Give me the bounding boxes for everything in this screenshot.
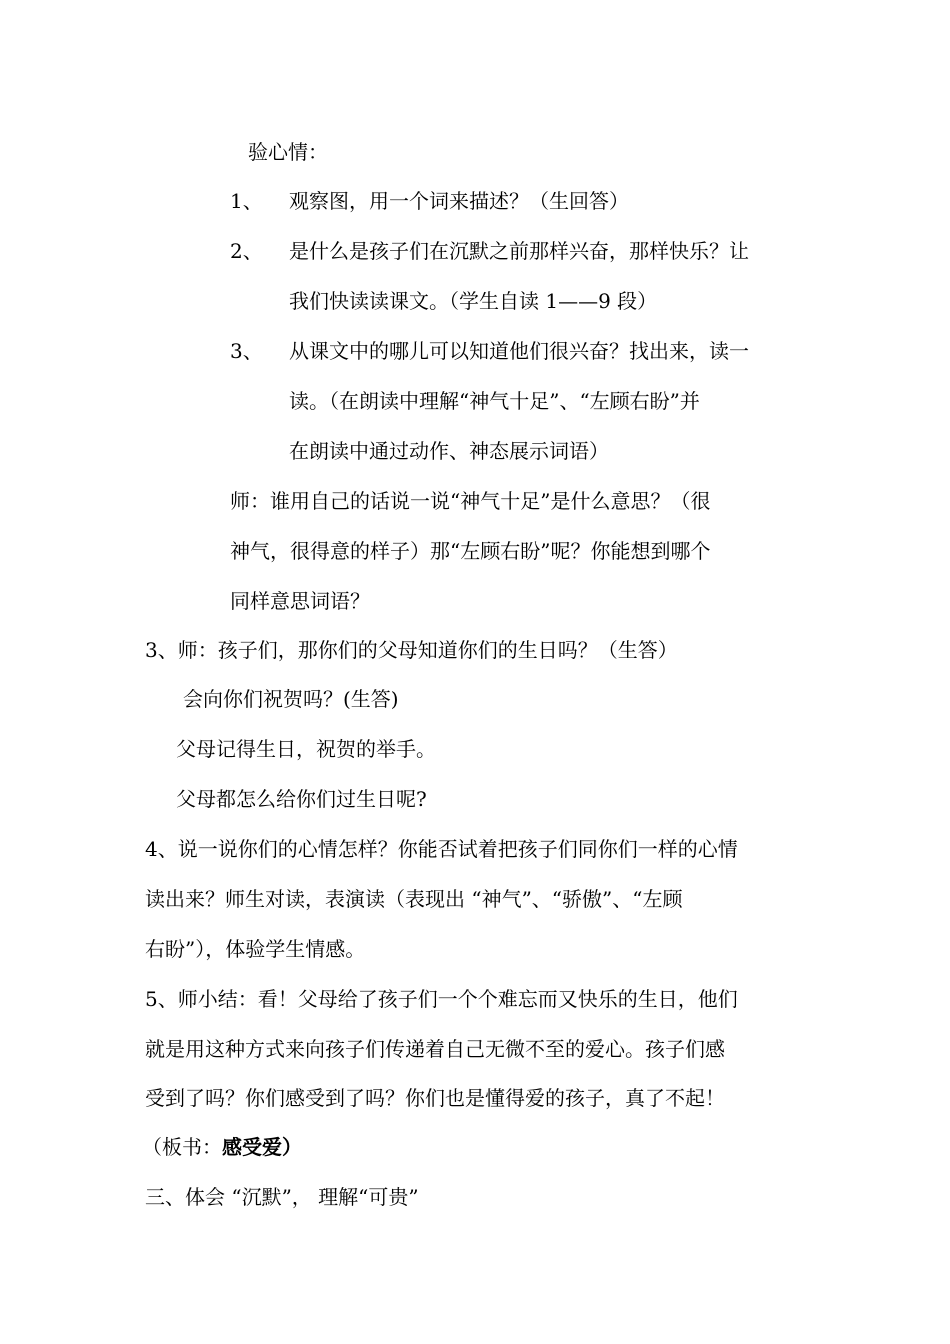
section4-line-1: 4、说一说你们的心情怎样？你能否试着把孩子们同你们一样的心情 (145, 837, 738, 861)
item-2-line-1: 是什么是孩子们在沉默之前那样兴奋，那样快乐？让 (289, 239, 749, 263)
section5-line-2: 就是用这种方式来向孩子们传递着自己无微不至的爱心。孩子们感 (145, 1037, 725, 1061)
item-2-line-2: 我们快读读课文。（学生自读 1——9 段） (289, 289, 658, 313)
teacher-note-line-3: 同样意思词语？ (230, 589, 370, 613)
item-1-number: 1、 (230, 189, 263, 213)
section-heading-3: 三、体会 “沉默”， 理解“可贵” (145, 1185, 419, 1209)
teacher-note-line-2: 神气，很得意的样子）那“左顾右盼”呢？你能想到哪个 (230, 539, 711, 563)
item-3-line-3: 在朗读中通过动作、神态展示词语） (289, 439, 609, 463)
section3-line-3: 父母记得生日，祝贺的举手。 (176, 737, 436, 761)
board-note-prefix: （板书： (142, 1135, 222, 1159)
intro-line: 验心情： (248, 140, 328, 164)
section3-line-1: 3、师：孩子们，那你们的父母知道你们的生日吗？（生答） (145, 638, 678, 662)
item-1-line-1: 观察图，用一个词来描述？（生回答） (289, 189, 629, 213)
item-2-number: 2、 (230, 239, 263, 263)
board-note-bold: 感受爱） (222, 1135, 302, 1159)
item-3-number: 3、 (230, 339, 263, 363)
teacher-note-line-1: 师：谁用自己的话说一说“神气十足”是什么意思？（很 (230, 489, 711, 513)
board-note (142, 1134, 302, 1160)
section3-line-4: 父母都怎么给你们过生日呢? (176, 787, 427, 811)
item-3-line-1: 从课文中的哪儿可以知道他们很兴奋？找出来，读一 (289, 339, 749, 363)
section3-line-2: 会向你们祝贺吗？(生答) (183, 687, 399, 711)
section4-line-3: 右盼”），体验学生情感。 (145, 937, 366, 961)
section5-line-3: 受到了吗？你们感受到了吗？你们也是懂得爱的孩子，真了不起！ (145, 1086, 725, 1110)
section4-line-2: 读出来？师生对读，表演读（表现出 “神气”、“骄傲”、“左顾 (145, 887, 683, 911)
section5-line-1: 5、师小结：看！父母给了孩子们一个个难忘而又快乐的生日，他们 (145, 987, 738, 1011)
item-3-line-2: 读。（在朗读中理解“神气十足”、“左顾右盼”并 (289, 389, 700, 413)
